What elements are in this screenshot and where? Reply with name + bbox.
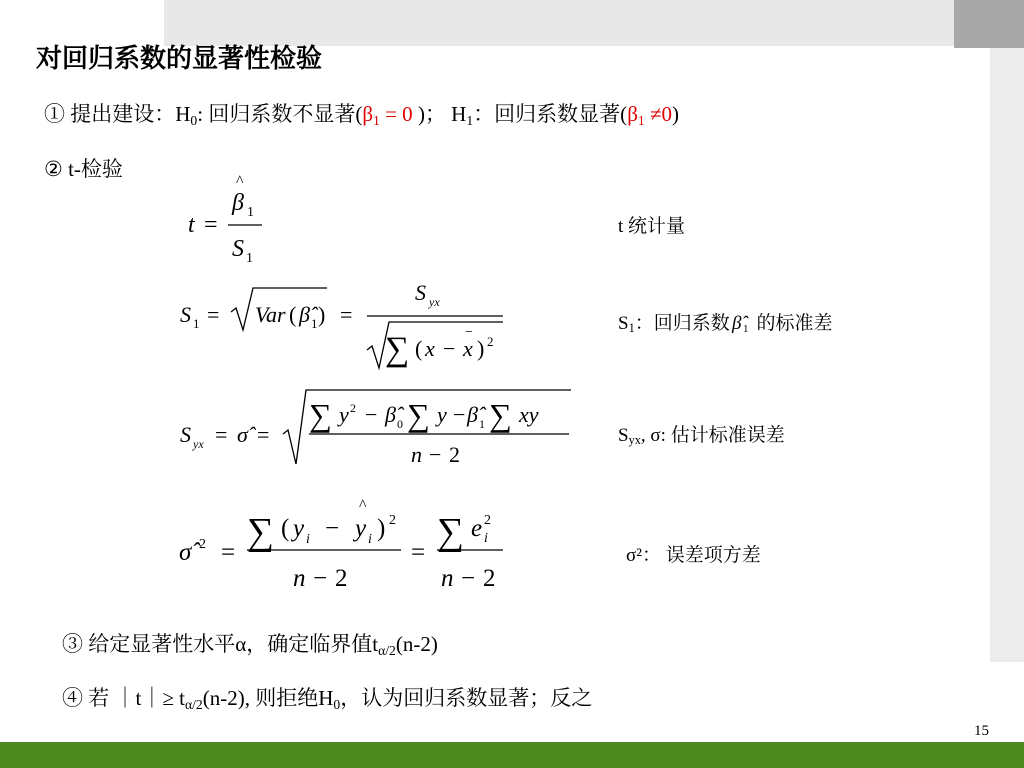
svg-text:n: n (411, 442, 422, 467)
svg-text:2: 2 (335, 565, 348, 592)
s1-label-end: 的标准差 (751, 313, 833, 334)
svg-text:(: ( (281, 515, 290, 542)
svg-text:2: 2 (484, 513, 491, 528)
svg-text:): ) (377, 515, 386, 542)
svg-text:−: − (453, 402, 466, 427)
svg-text:i: i (484, 531, 488, 546)
step2-text: t-检验 (68, 157, 123, 181)
svg-text:∑: ∑ (309, 397, 332, 433)
svg-text:=: = (221, 539, 236, 566)
s1-label-s: S (618, 313, 629, 334)
svg-text:−: − (313, 565, 328, 592)
step1-text-a: 提出建设：H (70, 102, 191, 126)
svg-text:β̂: β̂ (731, 313, 742, 333)
svg-text:xy: xy (519, 402, 539, 427)
s1-formula (175, 276, 515, 376)
step3-significance (62, 628, 438, 659)
alt-condition (627, 102, 672, 126)
svg-text:1: 1 (479, 417, 485, 431)
svg-text:y: y (437, 402, 447, 427)
svg-text:−: − (443, 336, 456, 361)
svg-text:^: ^ (359, 497, 367, 514)
beta-subscript-2: 1 (637, 113, 645, 128)
svg-text:(: ( (289, 302, 297, 327)
svg-text:β̂: β̂ (299, 302, 310, 327)
svg-text:0: 0 (397, 417, 403, 431)
svg-text:1: 1 (742, 323, 749, 333)
step3-number: ③ (62, 632, 83, 656)
beta-hat-inline (730, 311, 752, 333)
svg-text:2: 2 (483, 565, 496, 592)
step4-sub: α/2 (184, 697, 203, 712)
svg-text:=: = (340, 302, 353, 327)
h0-subscript: 0 (190, 113, 198, 128)
step1-text-c: )； H (412, 102, 467, 126)
null-value: = 0 (379, 102, 413, 126)
svg-text:−: − (429, 442, 442, 467)
top-right-decor-block (954, 0, 1024, 48)
step4-number: ④ (62, 686, 83, 710)
svg-text:y: y (339, 402, 349, 427)
step4-text-b: (n-2), 则拒绝H (202, 686, 334, 710)
svg-text:y: y (293, 515, 305, 542)
step1-text-b: : 回归系数不显著( (197, 102, 363, 126)
step2-number: ② (44, 157, 63, 181)
svg-text:∑: ∑ (247, 511, 275, 553)
svg-text:): ) (318, 302, 326, 327)
svg-text:∑: ∑ (437, 511, 465, 553)
step3-sub: α/2 (378, 643, 396, 658)
svg-text:β̂: β̂ (385, 402, 396, 427)
svg-text:=: = (215, 422, 228, 447)
svg-text:e: e (471, 515, 483, 542)
svg-text:β: β (232, 190, 244, 216)
svg-text:(: ( (415, 336, 423, 361)
syx-label-rest: , σ: 估计标准误差 (640, 425, 785, 446)
beta-symbol-2: β (627, 102, 638, 126)
step4-text-c: ，认为回归系数显著；反之 (340, 686, 593, 710)
beta-symbol: β (362, 102, 374, 126)
svg-text:σ̂: σ̂ (237, 422, 248, 447)
beta-subscript: 1 (373, 113, 380, 128)
slide-title: 对回归系数的显著性检验 (36, 44, 323, 74)
svg-text:−: − (365, 402, 378, 427)
svg-text:=: = (257, 422, 270, 447)
syx-label (618, 420, 785, 448)
svg-text:σ̂: σ̂ (179, 539, 192, 566)
svg-text:=: = (204, 212, 218, 238)
step3-text-a: 给定显著性水平α，确定临界值t (88, 632, 379, 656)
svg-text:2: 2 (487, 334, 494, 349)
svg-text:S: S (180, 422, 191, 447)
svg-text:y: y (355, 515, 367, 542)
right-decor-bar (990, 48, 1024, 662)
svg-text:t: t (188, 212, 195, 238)
step2-t-test (44, 153, 123, 183)
h1-subscript: 1 (466, 113, 474, 128)
s1-label-sub: 1 (628, 321, 635, 335)
step1-text-e: ) (671, 102, 679, 126)
svg-text:2: 2 (350, 401, 356, 415)
svg-text:1: 1 (311, 316, 318, 331)
null-condition (362, 102, 412, 126)
svg-text:i: i (368, 532, 372, 547)
sigma-squared-label: σ²： 误差项方差 (626, 545, 761, 566)
svg-text:yx: yx (429, 295, 440, 309)
svg-text:1: 1 (247, 205, 254, 220)
alt-value: ≠0 (644, 102, 672, 126)
step1-hypothesis (44, 98, 679, 129)
page-number: 15 (974, 723, 989, 739)
step1-text-d: ：回归系数显著( (473, 102, 628, 126)
step4-sub2: 0 (333, 697, 341, 712)
svg-text:1: 1 (193, 316, 200, 331)
svg-text:=: = (207, 302, 220, 327)
svg-text:S: S (232, 236, 244, 262)
syx-label-s: S (618, 425, 629, 446)
syx-label-sub: yx (628, 433, 641, 447)
s1-label (618, 308, 833, 336)
svg-text:i: i (306, 532, 310, 547)
svg-text:=: = (411, 539, 426, 566)
bottom-green-bar (0, 742, 1024, 768)
svg-text:−: − (461, 565, 476, 592)
svg-text:2: 2 (389, 513, 396, 528)
svg-text:−: − (325, 515, 340, 542)
sigma-squared-formula (175, 490, 535, 600)
t-statistic-formula (180, 170, 280, 270)
svg-text:S: S (180, 302, 191, 327)
step4-decision (62, 682, 592, 713)
svg-text:2: 2 (199, 537, 206, 552)
step4-text-a: 若 ｜t｜≥ t (88, 686, 185, 710)
svg-text:yx: yx (193, 437, 204, 451)
syx-formula (175, 382, 585, 472)
svg-text:∑: ∑ (489, 397, 512, 433)
svg-text:∑: ∑ (385, 331, 410, 368)
t-statistic-label: t 统计量 (618, 216, 686, 237)
step1-number: ① (44, 102, 65, 126)
svg-text:1: 1 (246, 251, 253, 266)
step3-text-b: (n-2) (395, 632, 438, 656)
svg-text:): ) (477, 336, 485, 361)
svg-text:n: n (441, 565, 454, 592)
svg-text:∑: ∑ (407, 397, 430, 433)
svg-text:S: S (415, 280, 426, 305)
svg-text:β̂: β̂ (467, 402, 478, 427)
svg-text:−: − (465, 325, 473, 340)
s1-label-mid: ：回归系数 (634, 313, 730, 334)
svg-text:x: x (463, 336, 473, 361)
svg-text:n: n (293, 565, 306, 592)
svg-text:x: x (425, 336, 435, 361)
svg-text:2: 2 (449, 442, 460, 467)
svg-text:Var: Var (255, 302, 286, 327)
svg-text:^: ^ (236, 173, 244, 190)
